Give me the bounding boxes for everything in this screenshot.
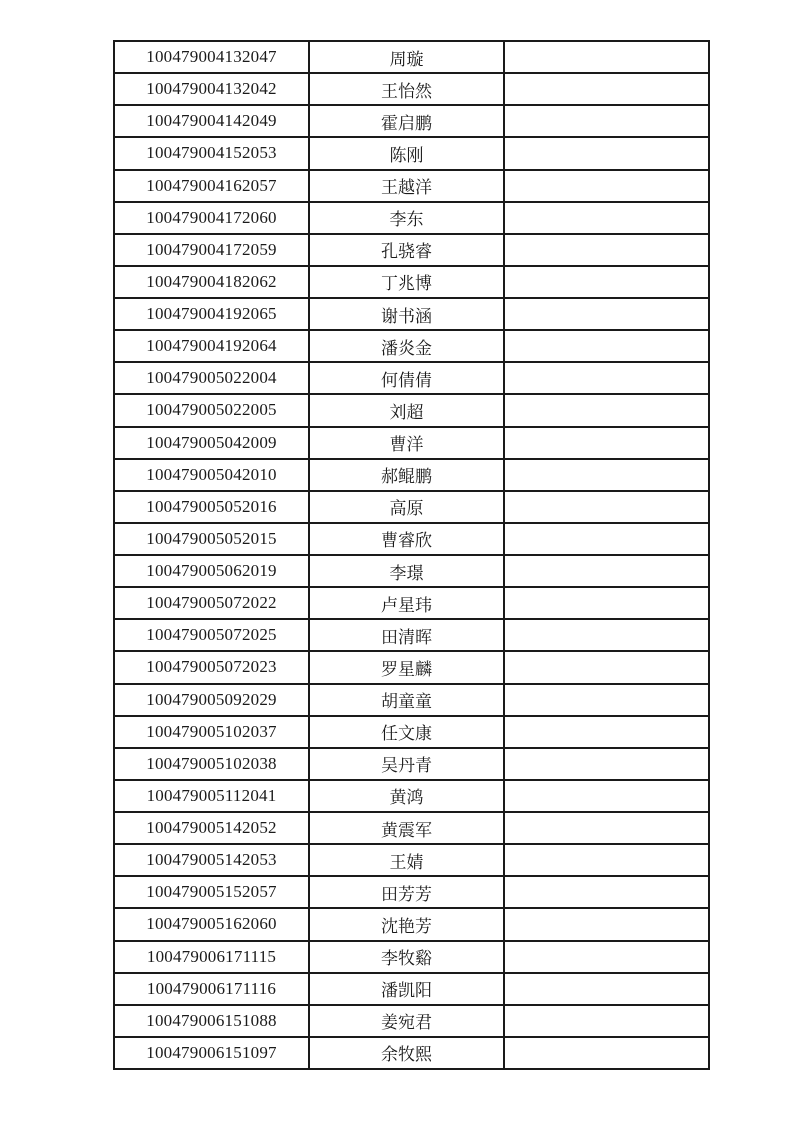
candidate-name-cell: 丁兆博 [309, 266, 504, 298]
empty-cell [504, 812, 709, 844]
empty-cell [504, 973, 709, 1005]
candidate-id-cell: 100479006171115 [114, 941, 309, 973]
table-row [114, 394, 709, 426]
candidate-id-cell: 100479005042009 [114, 427, 309, 459]
table-row [114, 619, 709, 651]
candidate-name-cell: 王越洋 [309, 170, 504, 202]
table-row [114, 587, 709, 619]
candidate-name-cell: 曹洋 [309, 427, 504, 459]
table-row [114, 170, 709, 202]
candidate-name-cell: 罗星麟 [309, 651, 504, 683]
candidate-id-cell: 100479005022004 [114, 362, 309, 394]
table-row [114, 716, 709, 748]
empty-cell [504, 780, 709, 812]
candidate-id-cell: 100479005052016 [114, 491, 309, 523]
empty-cell [504, 555, 709, 587]
candidate-id-cell: 100479004162057 [114, 170, 309, 202]
empty-cell [504, 73, 709, 105]
roster-table [113, 40, 710, 1070]
empty-cell [504, 202, 709, 234]
empty-cell [504, 844, 709, 876]
empty-cell [504, 298, 709, 330]
candidate-id-cell: 100479006171116 [114, 973, 309, 1005]
candidate-id-cell: 100479004192064 [114, 330, 309, 362]
empty-cell [504, 491, 709, 523]
candidate-name-cell: 卢星玮 [309, 587, 504, 619]
candidate-id-cell: 100479005112041 [114, 780, 309, 812]
candidate-name-cell: 霍启鹏 [309, 105, 504, 137]
candidate-name-cell: 陈刚 [309, 137, 504, 169]
candidate-id-cell: 100479005102037 [114, 716, 309, 748]
candidate-id-cell: 100479005162060 [114, 908, 309, 940]
empty-cell [504, 523, 709, 555]
table-row [114, 908, 709, 940]
candidate-id-cell: 100479005142052 [114, 812, 309, 844]
candidate-name-cell: 胡童童 [309, 684, 504, 716]
table-row [114, 684, 709, 716]
candidate-id-cell: 100479006151097 [114, 1037, 309, 1069]
table-row [114, 1037, 709, 1069]
candidate-id-cell: 100479004142049 [114, 105, 309, 137]
candidate-id-cell: 100479005062019 [114, 555, 309, 587]
empty-cell [504, 266, 709, 298]
candidate-id-cell: 100479004172059 [114, 234, 309, 266]
empty-cell [504, 170, 709, 202]
empty-cell [504, 330, 709, 362]
table-row [114, 491, 709, 523]
table-row [114, 427, 709, 459]
empty-cell [504, 651, 709, 683]
table-row [114, 973, 709, 1005]
candidate-id-cell: 100479005072025 [114, 619, 309, 651]
candidate-name-cell: 高原 [309, 491, 504, 523]
empty-cell [504, 1005, 709, 1037]
candidate-name-cell: 李牧谿 [309, 941, 504, 973]
candidate-id-cell: 100479004152053 [114, 137, 309, 169]
candidate-name-cell: 王怡然 [309, 73, 504, 105]
candidate-id-cell: 100479005092029 [114, 684, 309, 716]
candidate-name-cell: 余牧熙 [309, 1037, 504, 1069]
candidate-name-cell: 王婧 [309, 844, 504, 876]
candidate-name-cell: 沈艳芳 [309, 908, 504, 940]
table-row [114, 941, 709, 973]
candidate-name-cell: 谢书涵 [309, 298, 504, 330]
empty-cell [504, 716, 709, 748]
table-row [114, 105, 709, 137]
empty-cell [504, 941, 709, 973]
empty-cell [504, 684, 709, 716]
candidate-id-cell: 100479005102038 [114, 748, 309, 780]
table-row [114, 844, 709, 876]
candidate-id-cell: 100479005022005 [114, 394, 309, 426]
table-row [114, 523, 709, 555]
table-row [114, 266, 709, 298]
candidate-id-cell: 100479005152057 [114, 876, 309, 908]
empty-cell [504, 876, 709, 908]
table-row [114, 137, 709, 169]
candidate-id-cell: 100479005072022 [114, 587, 309, 619]
candidate-name-cell: 潘凯阳 [309, 973, 504, 1005]
candidate-name-cell: 田芳芳 [309, 876, 504, 908]
candidate-id-cell: 100479004132047 [114, 41, 309, 73]
table-row [114, 330, 709, 362]
empty-cell [504, 234, 709, 266]
candidate-id-cell: 100479004192065 [114, 298, 309, 330]
empty-cell [504, 427, 709, 459]
candidate-name-cell: 李东 [309, 202, 504, 234]
empty-cell [504, 41, 709, 73]
candidate-name-cell: 姜宛君 [309, 1005, 504, 1037]
empty-cell [504, 394, 709, 426]
candidate-id-cell: 100479005052015 [114, 523, 309, 555]
candidate-id-cell: 100479004132042 [114, 73, 309, 105]
empty-cell [504, 362, 709, 394]
table-row [114, 459, 709, 491]
candidate-name-cell: 黄鸿 [309, 780, 504, 812]
empty-cell [504, 137, 709, 169]
table-row [114, 748, 709, 780]
candidate-name-cell: 曹睿欣 [309, 523, 504, 555]
table-row [114, 41, 709, 73]
empty-cell [504, 459, 709, 491]
roster-table-body [114, 41, 709, 1069]
table-row [114, 362, 709, 394]
table-row [114, 812, 709, 844]
table-row [114, 780, 709, 812]
candidate-id-cell: 100479006151088 [114, 1005, 309, 1037]
candidate-id-cell: 100479004182062 [114, 266, 309, 298]
candidate-name-cell: 潘炎金 [309, 330, 504, 362]
empty-cell [504, 619, 709, 651]
candidate-name-cell: 李璟 [309, 555, 504, 587]
candidate-name-cell: 刘超 [309, 394, 504, 426]
candidate-name-cell: 何倩倩 [309, 362, 504, 394]
table-row [114, 555, 709, 587]
empty-cell [504, 1037, 709, 1069]
candidate-id-cell: 100479005142053 [114, 844, 309, 876]
candidate-name-cell: 孔骁睿 [309, 234, 504, 266]
table-row [114, 1005, 709, 1037]
table-row [114, 876, 709, 908]
candidate-name-cell: 周璇 [309, 41, 504, 73]
candidate-id-cell: 100479004172060 [114, 202, 309, 234]
table-row [114, 73, 709, 105]
empty-cell [504, 908, 709, 940]
candidate-name-cell: 吴丹青 [309, 748, 504, 780]
candidate-name-cell: 任文康 [309, 716, 504, 748]
candidate-name-cell: 黄震军 [309, 812, 504, 844]
candidate-name-cell: 郝鲲鹏 [309, 459, 504, 491]
table-row [114, 651, 709, 683]
table-row [114, 202, 709, 234]
empty-cell [504, 105, 709, 137]
candidate-id-cell: 100479005072023 [114, 651, 309, 683]
empty-cell [504, 748, 709, 780]
candidate-name-cell: 田清晖 [309, 619, 504, 651]
table-row [114, 234, 709, 266]
table-row [114, 298, 709, 330]
candidate-id-cell: 100479005042010 [114, 459, 309, 491]
empty-cell [504, 587, 709, 619]
